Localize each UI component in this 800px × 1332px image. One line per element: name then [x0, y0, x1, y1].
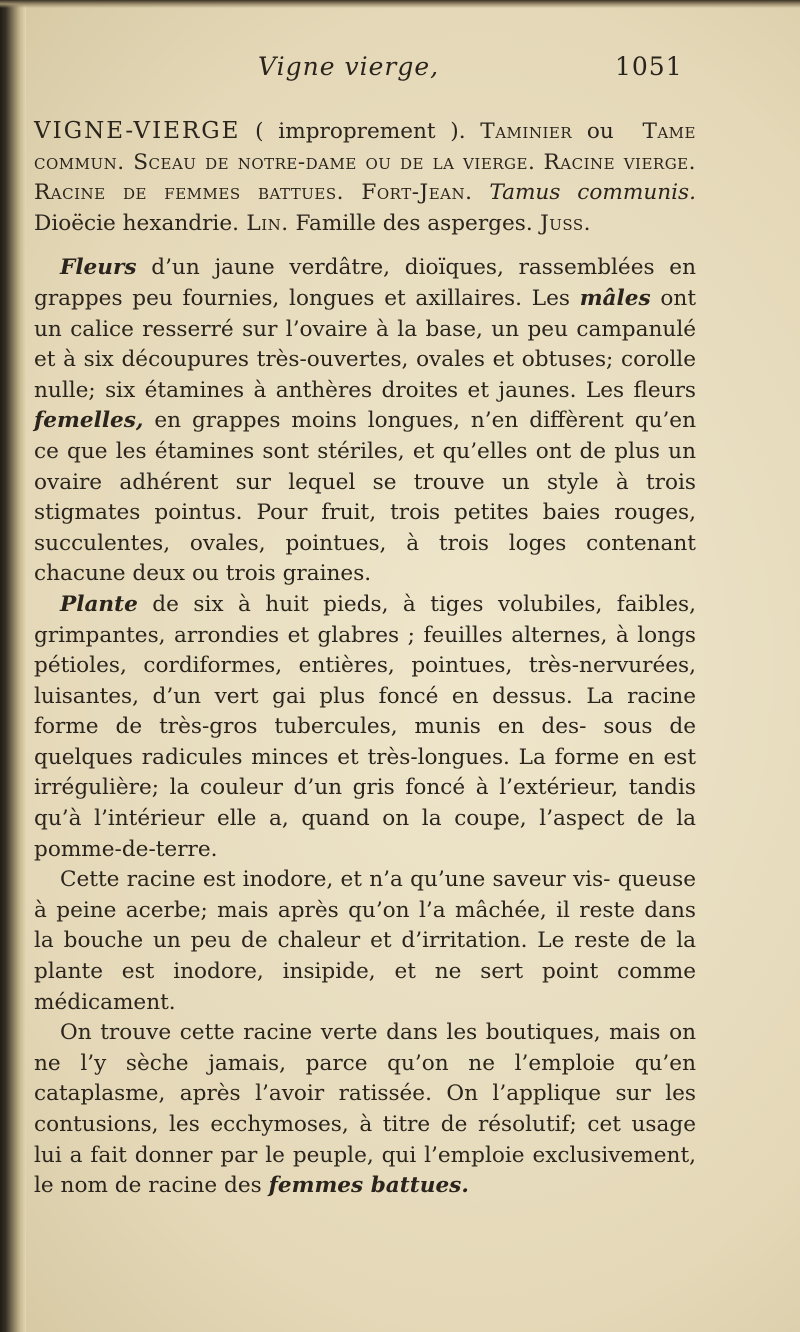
synonym-racine-vierge: Racine vierge. [543, 149, 696, 175]
fleurs-text-c: en grappes moins longues, n’en diffèrent qu’en ce que les étamines sont stériles, et qu’elles ont de plus un ovaire adhérent sur lequel se trouve un style à trois stigmates pointus. Pour fruit, trois petites baies rouges, succulentes, ovales, pointues, à trois loges contenant chacune deux ou trois graines. [34, 408, 696, 587]
fleurs-text-b: ont un calice resserré sur l’ovaire à la base, un peu campanulé et à six découpures très-ouvertes, ovales et obtuses; corolle nulle; six étamines à anthères droites et jaunes. Les fleurs [34, 285, 696, 403]
family: Famille des asperges. [295, 210, 533, 236]
text-block [34, 116, 696, 1202]
usage-text: On trouve cette racine verte dans les boutiques, mais on ne l’y sèche jamais, parce qu’on ne l’emploie qu’en cataplasme, après l’avoir ratissée. On l’applique sur les contusions, les ecchymoses, à titre de résolutif; cet usage lui a fait donner par le peuple, qui l’emploie exclusivement, le nom de racine des [34, 1020, 696, 1199]
label-femelles: femelles, [34, 408, 144, 434]
label-males: mâles [579, 285, 651, 311]
synonym-jean: Jean. [419, 180, 473, 206]
synonym-tame: Tame commun. [34, 119, 696, 175]
paragraph-usage [34, 1018, 696, 1202]
headword: VIGNE-VIERGE [34, 118, 241, 144]
running-title: Vigne vierge, [258, 52, 440, 81]
authority-juss: Juss. [532, 210, 592, 236]
paragraph-fleurs [34, 253, 696, 590]
entry-heading [34, 116, 696, 239]
femmes-battues: femmes battues. [268, 1173, 469, 1199]
page-binding-edge [0, 0, 26, 1332]
latin-name: Tamus communis. [472, 180, 696, 206]
synonym-fort: Fort- [344, 180, 420, 206]
entry-indent [628, 119, 642, 144]
heading-note: ( improprement ). [240, 119, 481, 144]
authority-lin: Lin. [238, 210, 289, 236]
paragraph-racine: Cette racine est inodore, et n’a qu’une saveur vis- queuse à peine acerbe; mais après qu’on l’a mâchée, il reste dans la bouche un peu de chaleur et d’irritation. Le reste de la plante est inodore, insipide, et ne sert point comme médicament. [34, 867, 696, 1015]
label-fleurs: Fleurs [60, 255, 137, 281]
plante-text: de six à huit pieds, à tiges volubiles, faibles, grimpantes, arrondies et glabres ; feuilles alternes, à longs pétioles, cordiformes, entières, pointues, très-nervurées, luisantes, d’un vert gai plus foncé en dessus. La racine forme de très-gros tubercules, munis en des- sous de quelques radicules minces et très-longues. La forme en est irrégulière; la couleur d’un gris foncé à l’extérieur, tandis qu’à l’intérieur elle a, quand on la coupe, l’aspect de la pomme-de-terre. [34, 591, 696, 862]
paragraph-plante [34, 590, 696, 865]
label-plante: Plante [60, 591, 138, 617]
running-head [0, 52, 800, 92]
synonym-racine-femmes: Racine de femmes battues. [34, 180, 345, 206]
synonym-join: ou [572, 119, 614, 144]
synonym-sceau: Sceau de notre-dame ou de la vierge. [124, 149, 536, 175]
classification: Dioëcie hexandrie. [34, 210, 239, 236]
fleurs-text-a: d’un jaune verdâtre, dioïques, rassemblées en grappes peu fournies, longues et axillaires. Les [34, 255, 696, 311]
synonym-taminier: Taminier [480, 119, 573, 144]
page-number: 1051 [615, 52, 683, 81]
page-top-edge [0, 0, 800, 8]
